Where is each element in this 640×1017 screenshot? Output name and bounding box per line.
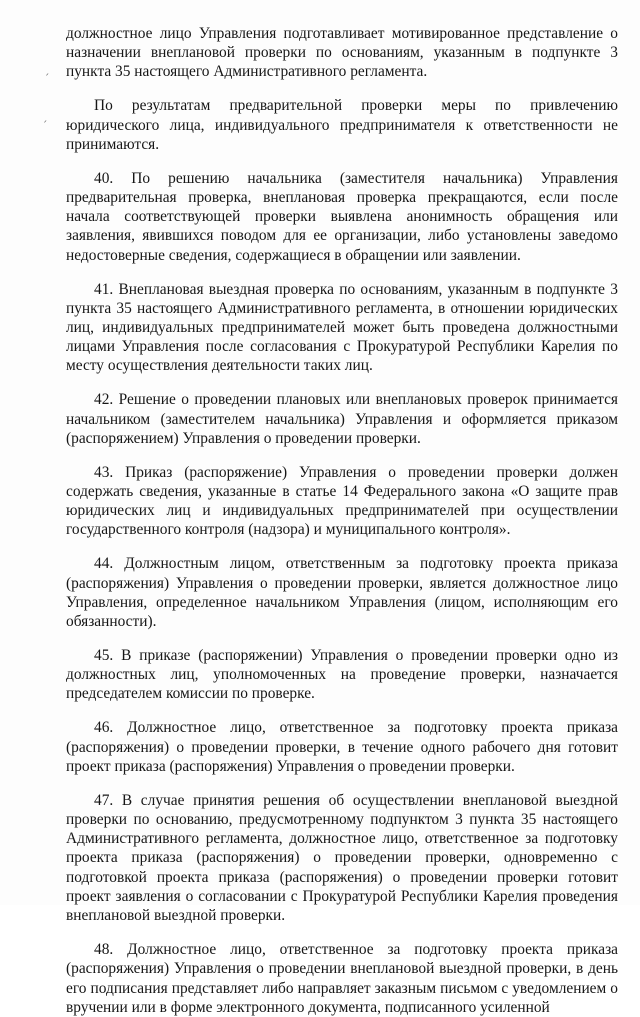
paragraph-46: 46. Должностное лицо, ответственное за подготовку проекта приказа (распоряжения) о проведении проверки, в течение одного рабочего дня готовит проект приказа (распоряжения) Управления о проведении проверки. (66, 719, 618, 775)
paragraph-47: 47. В случае принятия решения об осуществлении внеплановой выездной проверки по основанию, предусмотренному подпунктом 3 пункта 35 настоящего Административного регламента, должностное лицо, ответственное за подготовку проекта приказа (распоряжения) о проведении проверки, одновременно с подготовкой проекта приказа (распоряжения) о проведении проверки готовит проект заявления о согласовании с Прокуратурой Республики Карелия проведения внеплановой выездной проверки. (66, 791, 618, 925)
paragraph-continuation: должностное лицо Управления подготавливает мотивированное представление о назначении внеплановой проверки по основаниям, указанным в подпункте 3 пункта 35 настоящего Административного регламента. (66, 25, 618, 81)
paragraph-48: 48. Должностное лицо, ответственное за подготовку проекта приказа (распоряжения) Управления о проведении внеплановой выездной проверки, в день его подписания представляет либо направляет заказным письмом с уведомлением о вручении или в форме электронного документа, подписанного усиленной (66, 941, 618, 1016)
paragraph-42: 42. Решение о проведении плановых или внеплановых проверок принимается начальником (заместителем начальника) Управления и оформляется приказом (распоряжением) Управления о проведении проверки. (66, 391, 618, 447)
document-body (66, 24, 618, 1017)
paragraph-41: 41. Внеплановая выездная проверка по основаниям, указанным в подпункте 3 пункта 35 настоящего Административного регламента, в отношении юридических лиц, индивидуальных предпринимателей может быть проведена должностными лицами Управления после согласования с Прокуратурой Республики Карелия по месту осуществления деятельности таких лиц. (66, 280, 618, 375)
scan-mark: ˏ (42, 110, 48, 123)
paragraph-44: 44. Должностным лицом, ответственным за подготовку проекта приказа (распоряжения) Управления о проведении проверки, является должностное лицо Управления, определенное начальником Управления (лицом, исполняющим его обязанности). (66, 555, 618, 631)
paragraph-preliminary-result: По результатам предварительной проверки меры по привлечению юридического лица, индивидуального предпринимателя к ответственности не принимаются. (66, 97, 618, 153)
paragraph-40: 40. По решению начальника (заместителя начальника) Управления предварительная проверка, внеплановая проверка прекращаются, если после начала соответствующей проверки выявлена анонимность обращения или заявления, явившихся поводом для ее организации, либо установлены заведомо недостоверные сведения, содержащиеся в обращении или заявлении. (66, 169, 618, 264)
paragraph-45: 45. В приказе (распоряжении) Управления о проведении проверки одно из должностных лиц, уполномоченных на проведение проверки, назначается председателем комиссии по проверке. (66, 647, 618, 703)
scan-mark: ´ (44, 72, 50, 85)
paragraph-43: 43. Приказ (распоряжение) Управления о проведении проверки должен содержать сведения, указанные в статье 14 Федерального закона «О защите прав юридических лиц и индивидуальных предпринимателей при осуществлении государственного контроля (надзора) и муниципального контроля». (66, 463, 618, 539)
